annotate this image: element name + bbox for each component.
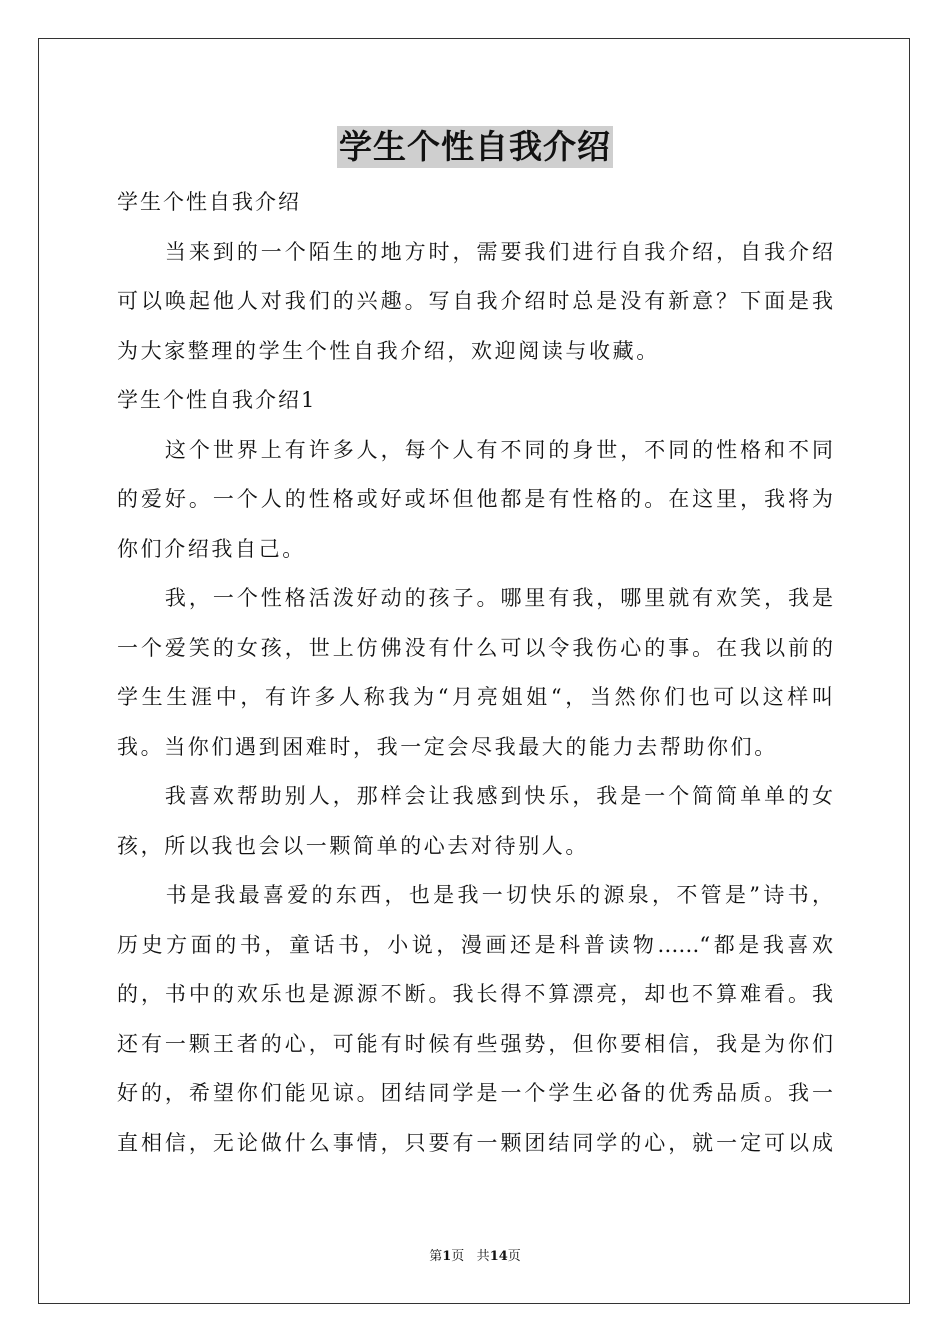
- footer-total-prefix: 共: [476, 1249, 490, 1264]
- body-line: 历史方面的书，童话书，小说，漫画还是科普读物……“都是我喜欢: [117, 932, 833, 957]
- intro-line: 为大家整理的学生个性自我介绍，欢迎阅读与收藏。: [117, 338, 660, 363]
- document-title-wrap: [0, 126, 950, 168]
- body-line: 我。当你们遇到困难时，我一定会尽我最大的能力去帮助你们。: [117, 734, 778, 759]
- body-line: 我喜欢帮助别人，那样会让我感到快乐，我是一个简简单单的女: [117, 784, 833, 808]
- page-footer: [0, 1248, 950, 1266]
- footer-page-suffix: 页: [451, 1249, 465, 1264]
- footer-page-number: 1: [442, 1249, 452, 1264]
- footer-total-suffix: 页: [507, 1249, 521, 1264]
- body-line: 直相信，无论做什么事情，只要有一颗团结同学的心，就一定可以成: [117, 1130, 833, 1155]
- section-heading: 学生个性自我介绍1: [117, 388, 317, 412]
- intro-line: 当来到的一个陌生的地方时，需要我们进行自我介绍，自我介绍: [117, 239, 833, 264]
- body-line: 你们介绍我自己。: [117, 536, 306, 561]
- footer-page-prefix: 第: [429, 1249, 443, 1264]
- body-line: 的爱好。一个人的性格或好或坏但他都是有性格的。在这里，我将为: [117, 487, 833, 511]
- body-line: 这个世界上有许多人，每个人有不同的身世，不同的性格和不同: [117, 437, 833, 462]
- body-line: 书是我最喜爱的东西，也是我一切快乐的源泉，不管是”诗书，: [117, 883, 833, 907]
- intro-line: 可以唤起他人对我们的兴趣。写自我介绍时总是没有新意？下面是我: [117, 289, 833, 313]
- document-title: 学生个性自我介绍: [339, 127, 611, 166]
- body-line: 我，一个性格活泼好动的孩子。哪里有我，哪里就有欢笑，我是: [117, 586, 833, 610]
- body-line: 学生生涯中，有许多人称我为“月亮姐姐“，当然你们也可以这样叫: [117, 685, 833, 709]
- body-line: 一个爱笑的女孩，世上仿佛没有什么可以令我伤心的事。在我以前的: [117, 635, 833, 660]
- document-body: [117, 178, 833, 1168]
- body-line: 好的，希望你们能见谅。团结同学是一个学生必备的优秀品质。我一: [117, 1081, 833, 1105]
- body-line: 的，书中的欢乐也是源源不断。我长得不算漂亮，却也不算难看。我: [117, 982, 833, 1006]
- body-line: 还有一颗王者的心，可能有时候有些强势，但你要相信，我是为你们: [117, 1031, 833, 1056]
- footer-total-pages: 14: [489, 1249, 508, 1264]
- subtitle: 学生个性自我介绍: [117, 190, 301, 214]
- body-line: 孩，所以我也会以一颗简单的心去对待别人。: [117, 833, 589, 858]
